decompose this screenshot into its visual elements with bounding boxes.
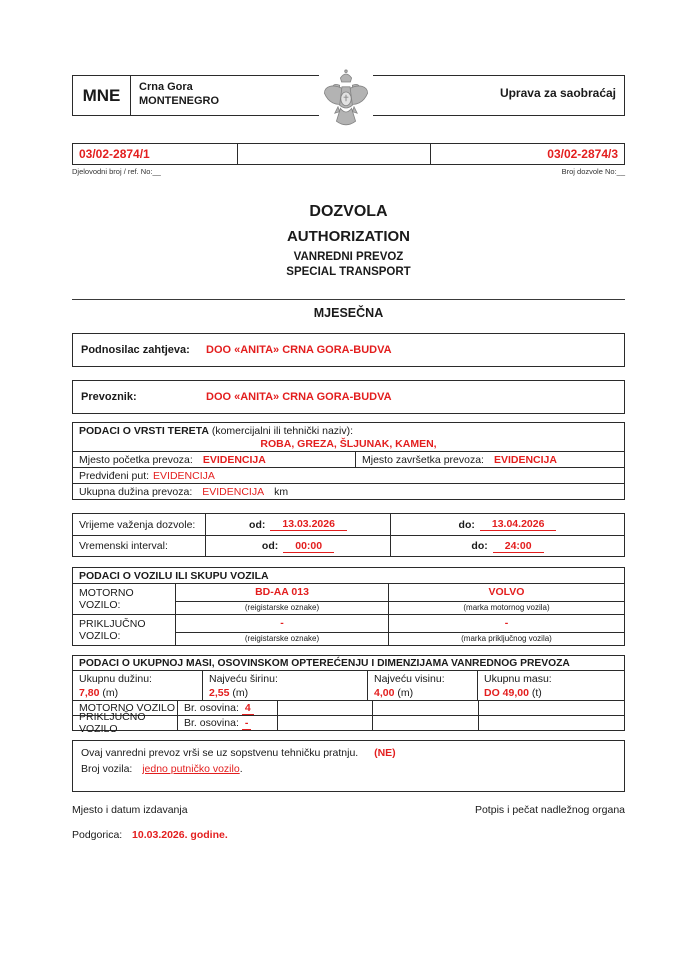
trailer-plate-value: -	[176, 615, 389, 632]
country-name-local: Crna Gora	[139, 81, 193, 93]
cargo-section-header	[73, 423, 624, 438]
trailer-axles-row	[73, 711, 624, 735]
signature-label: Potpis i pečat nadležnog organa	[474, 804, 625, 816]
route-row	[73, 467, 624, 483]
permit-period: MJESEČNA	[313, 306, 384, 320]
empty-cell	[278, 716, 373, 730]
vehicle-section-title: PODACI O VOZILU ILI SKUPU VOZILA	[73, 568, 624, 584]
cargo-section-note: (komercijalni ili tehnički naziv):	[211, 425, 354, 437]
trailer-make-caption: (marka priključnog vozila)	[389, 632, 624, 645]
country-code: MNE	[73, 76, 131, 115]
motor-plate-value: BD-AA 013	[176, 584, 389, 601]
total-mass-unit: (t)	[531, 687, 542, 699]
ref-number-label: Djelovodni broj / ref. No:__	[72, 167, 161, 176]
validity-period-row	[73, 514, 624, 535]
motor-vehicle-row	[73, 584, 624, 614]
applicant-box	[72, 333, 625, 367]
time-interval-label: Vremenski interval:	[73, 536, 206, 556]
trailer-axles-value: -	[242, 717, 252, 730]
motor-make-value: VOLVO	[488, 586, 525, 598]
max-width-unit: (m)	[232, 687, 249, 699]
transport-end-label: Mjesto završetka prevoza:	[362, 453, 484, 466]
valid-from-date: 13.03.2026	[270, 518, 347, 531]
from-label: od:	[261, 540, 279, 552]
cargo-types: ROBA, GREZA, ŠLJUNAK, KAMEN,	[260, 438, 437, 450]
motor-vehicle-label: MOTORNO VOZILO:	[73, 584, 176, 614]
carrier-box	[72, 380, 625, 414]
motor-axles-cell	[178, 701, 278, 715]
footer-labels	[72, 804, 625, 816]
escort-answer: (NE)	[374, 747, 396, 759]
trailer-make-value: -	[504, 617, 509, 629]
total-length-label: Ukupnu dužinu:	[79, 673, 152, 685]
permit-number-label: Broj dozvole No:__	[561, 167, 625, 176]
time-interval-row	[73, 535, 624, 556]
distance-label: Ukupna dužina prevoza:	[79, 485, 193, 498]
time-from-cell	[206, 536, 391, 556]
total-mass-label: Ukupnu masu:	[484, 673, 552, 685]
escort-line2	[81, 761, 616, 777]
valid-to-cell	[391, 518, 624, 531]
empty-cell	[278, 701, 373, 715]
carrier-label: Prevoznik:	[81, 391, 137, 403]
total-mass-value: DO 49,00	[484, 687, 529, 699]
max-width-cell	[203, 671, 368, 700]
escort-line1	[81, 745, 616, 761]
trailer-vehicle-row	[73, 614, 624, 645]
total-length-cell	[73, 671, 203, 700]
axles-label: Br. osovina:	[184, 702, 239, 714]
trailer-axles-cell	[178, 716, 278, 730]
transport-start-label: Mjesto početka prevoza:	[79, 453, 193, 466]
trailer-vehicle-values	[176, 615, 624, 645]
applicant-value: DOO «ANITA» CRNA GORA-BUDVA	[206, 344, 392, 356]
montenegro-coat-of-arms-icon	[319, 66, 373, 138]
title-dozvola: DOZVOLA	[309, 203, 388, 220]
to-label: do:	[471, 540, 488, 552]
subtitle-vanredni-prevoz: VANREDNI PREVOZ	[293, 251, 404, 263]
divider-rule	[72, 299, 625, 300]
issue-date-line	[72, 829, 625, 841]
mass-dimensions-section	[72, 655, 625, 735]
country-names	[131, 76, 219, 115]
max-width-label: Najveću širinu:	[209, 673, 278, 685]
reference-labels	[72, 167, 625, 176]
motor-vehicle-values	[176, 584, 624, 614]
motor-make-caption: (marka motornog vozila)	[389, 601, 624, 614]
time-to-value: 24:00	[493, 540, 544, 553]
transport-start-value: EVIDENCIJA	[202, 453, 266, 466]
ref-number: 03/02-2874/1	[73, 144, 238, 164]
motor-axles-value: 4	[242, 702, 254, 715]
time-from-value: 00:00	[283, 540, 334, 553]
transport-end-value: EVIDENCIJA	[493, 453, 557, 466]
trailer-plate-caption: (reigistarske oznake)	[176, 632, 389, 645]
permit-number: 03/02-2874/3	[547, 147, 618, 161]
motor-plate-caption: (reigistarske oznake)	[176, 601, 389, 614]
document-header	[72, 75, 625, 116]
empty-cell	[479, 716, 624, 730]
carrier-value: DOO «ANITA» CRNA GORA-BUDVA	[206, 391, 392, 403]
distance-row	[73, 483, 624, 499]
country-name-en: MONTENEGRO	[139, 95, 220, 107]
valid-from-cell	[206, 514, 391, 535]
total-mass-cell	[478, 671, 624, 700]
route-label: Predviđeni put:	[79, 469, 150, 482]
from-label: od:	[249, 518, 266, 531]
total-length-unit: (m)	[102, 687, 119, 699]
title-authorization: AUTHORIZATION	[286, 228, 411, 245]
subtitle-special-transport: SPECIAL TRANSPORT	[286, 266, 411, 278]
issue-place: Podgorica:	[72, 829, 123, 841]
validity-period-label: Vrijeme važenja dozvole:	[73, 514, 206, 535]
title-block	[72, 200, 625, 280]
vehicle-section	[72, 567, 625, 646]
mass-section-title: PODACI O UKUPNOJ MASI, OSOVINSKOM OPTEREĆENJU I DIMENZIJAMA VANREDNOG PREVOZA	[79, 658, 570, 669]
route-value: EVIDENCIJA	[153, 469, 215, 482]
time-to-cell	[391, 540, 624, 553]
motor-axles-row-label: MOTORNO VOZILO	[73, 701, 178, 715]
max-height-label: Najveću visinu:	[374, 673, 445, 685]
issuing-authority: Uprava za saobraćaj	[499, 86, 616, 100]
dimensions-row	[73, 670, 624, 700]
escort-vehicles-label: Broj vozila:	[81, 763, 133, 775]
distance-unit: km	[274, 485, 289, 498]
valid-to-date: 13.04.2026	[480, 518, 557, 531]
issue-date: 10.03.2026. godine.	[132, 829, 228, 841]
to-label: do:	[458, 518, 475, 531]
issue-place-label: Mjesto i datum izdavanja	[72, 804, 188, 816]
max-height-value: 4,00	[374, 687, 395, 699]
document-content	[72, 0, 625, 841]
cargo-section	[72, 422, 625, 500]
distance-value: EVIDENCIJA	[202, 485, 265, 498]
max-height-unit: (m)	[397, 687, 414, 699]
empty-cell	[479, 701, 624, 715]
total-length-value: 7,80	[79, 687, 100, 699]
trailer-vehicle-label: PRIKLJUČNO VOZILO:	[73, 615, 176, 645]
cargo-places-row	[73, 451, 624, 467]
distance-cell	[73, 486, 624, 498]
reference-number-row	[72, 143, 625, 165]
escort-line2-period: .	[239, 763, 243, 775]
route-cell	[73, 470, 624, 482]
trailer-axles-row-label: PRIKLJUČNO VOZILO	[73, 716, 178, 730]
empty-cell	[373, 716, 479, 730]
escort-section	[72, 740, 625, 792]
escort-statement: Ovaj vanredni prevoz vrši se uz sopstvenu tehničku pratnju.	[81, 747, 359, 759]
transport-end-cell	[356, 454, 624, 466]
cargo-section-title: PODACI O VRSTI TERETA	[79, 425, 209, 437]
empty-cell	[373, 701, 479, 715]
validity-section	[72, 513, 625, 557]
applicant-label: Podnosilac zahtjeva:	[81, 344, 190, 356]
escort-vehicles-value: jedno putničko vozilo	[142, 763, 240, 775]
max-height-cell	[368, 671, 478, 700]
transport-start-cell	[73, 452, 356, 467]
axles-label: Br. osovina:	[184, 717, 239, 729]
max-width-value: 2,55	[209, 687, 230, 699]
ref-empty-cell	[238, 144, 431, 164]
